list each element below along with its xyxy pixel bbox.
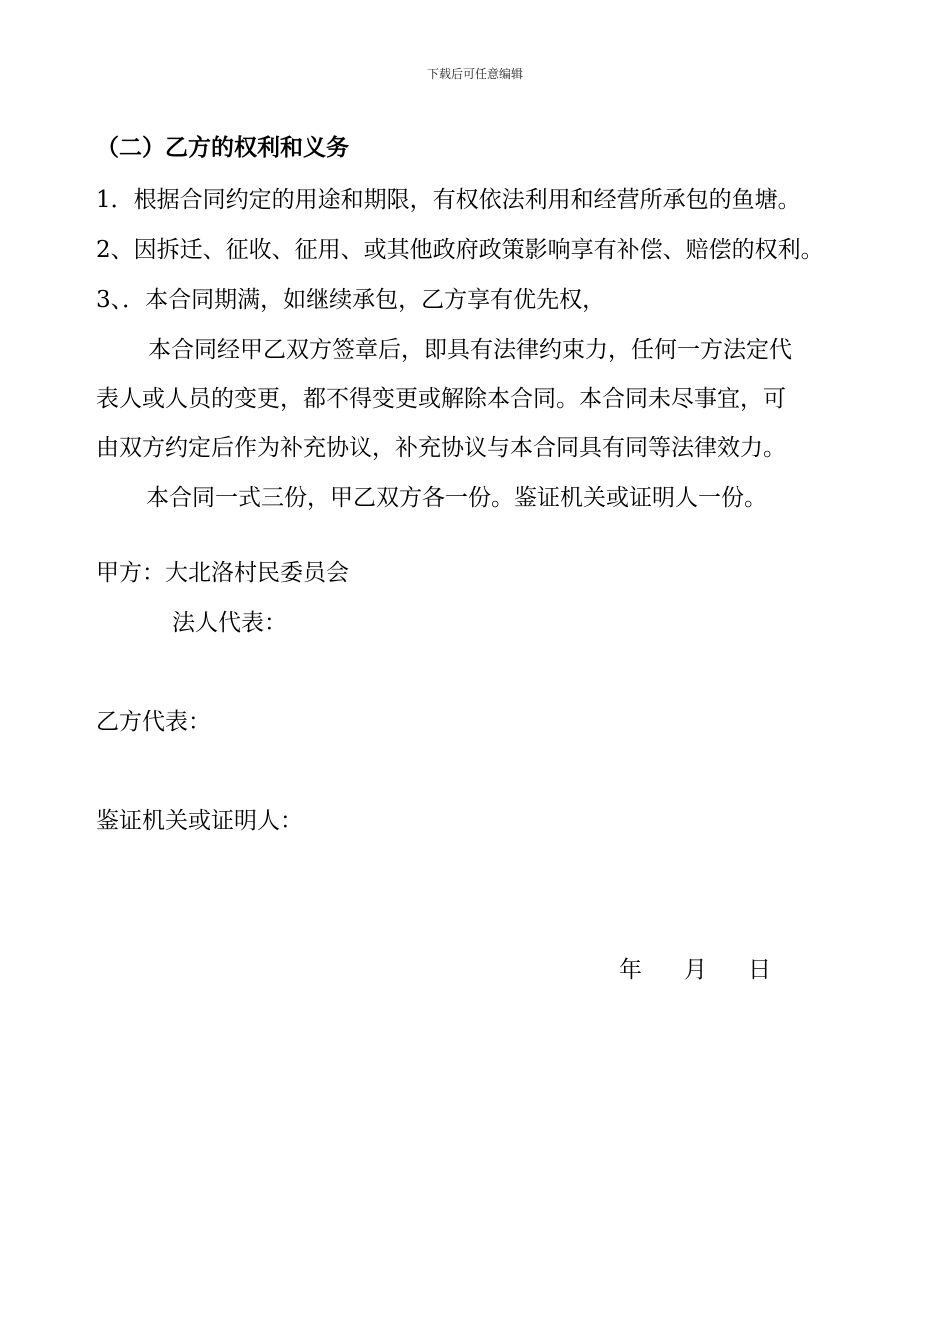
validity-clause-line-3: 由双方约定后作为补充协议，补充协议与本合同具有同等法律效力。 — [96, 435, 786, 461]
date-month: 月 — [684, 957, 707, 983]
page-header: 下载后可任意编辑 — [426, 67, 523, 81]
legal-representative-signature: 法人代表： — [172, 610, 287, 636]
rights-item-1: 1．根据合同约定的用途和期限，有权依法利用和经营所承包的鱼塘。 — [96, 187, 801, 213]
validity-clause-line-1: 本合同经甲乙双方签章后，即具有法律约束力，任何一方法定代 — [148, 337, 792, 363]
rights-item-2: 2、因拆迁、征收、征用、或其他政府政策影响享有补偿、赔偿的权利。 — [96, 237, 824, 263]
section-heading: （二）乙方的权利和义务 — [96, 135, 349, 161]
party-a-signature: 甲方：大北洛村民委员会 — [96, 560, 349, 586]
rights-item-3: 3、．本合同期满，如继续承包，乙方享有优先权， — [96, 287, 606, 313]
copies-clause: 本合同一式三份，甲乙双方各一份。鉴证机关或证明人一份。 — [146, 485, 767, 511]
validity-clause-line-2: 表人或人员的变更，都不得变更或解除本合同。本合同未尽事宜，可 — [96, 386, 786, 412]
party-b-signature: 乙方代表： — [96, 709, 211, 735]
date-year: 年 — [619, 957, 642, 983]
date-day: 日 — [748, 957, 771, 983]
witness-signature: 鉴证机关或证明人： — [96, 808, 303, 834]
